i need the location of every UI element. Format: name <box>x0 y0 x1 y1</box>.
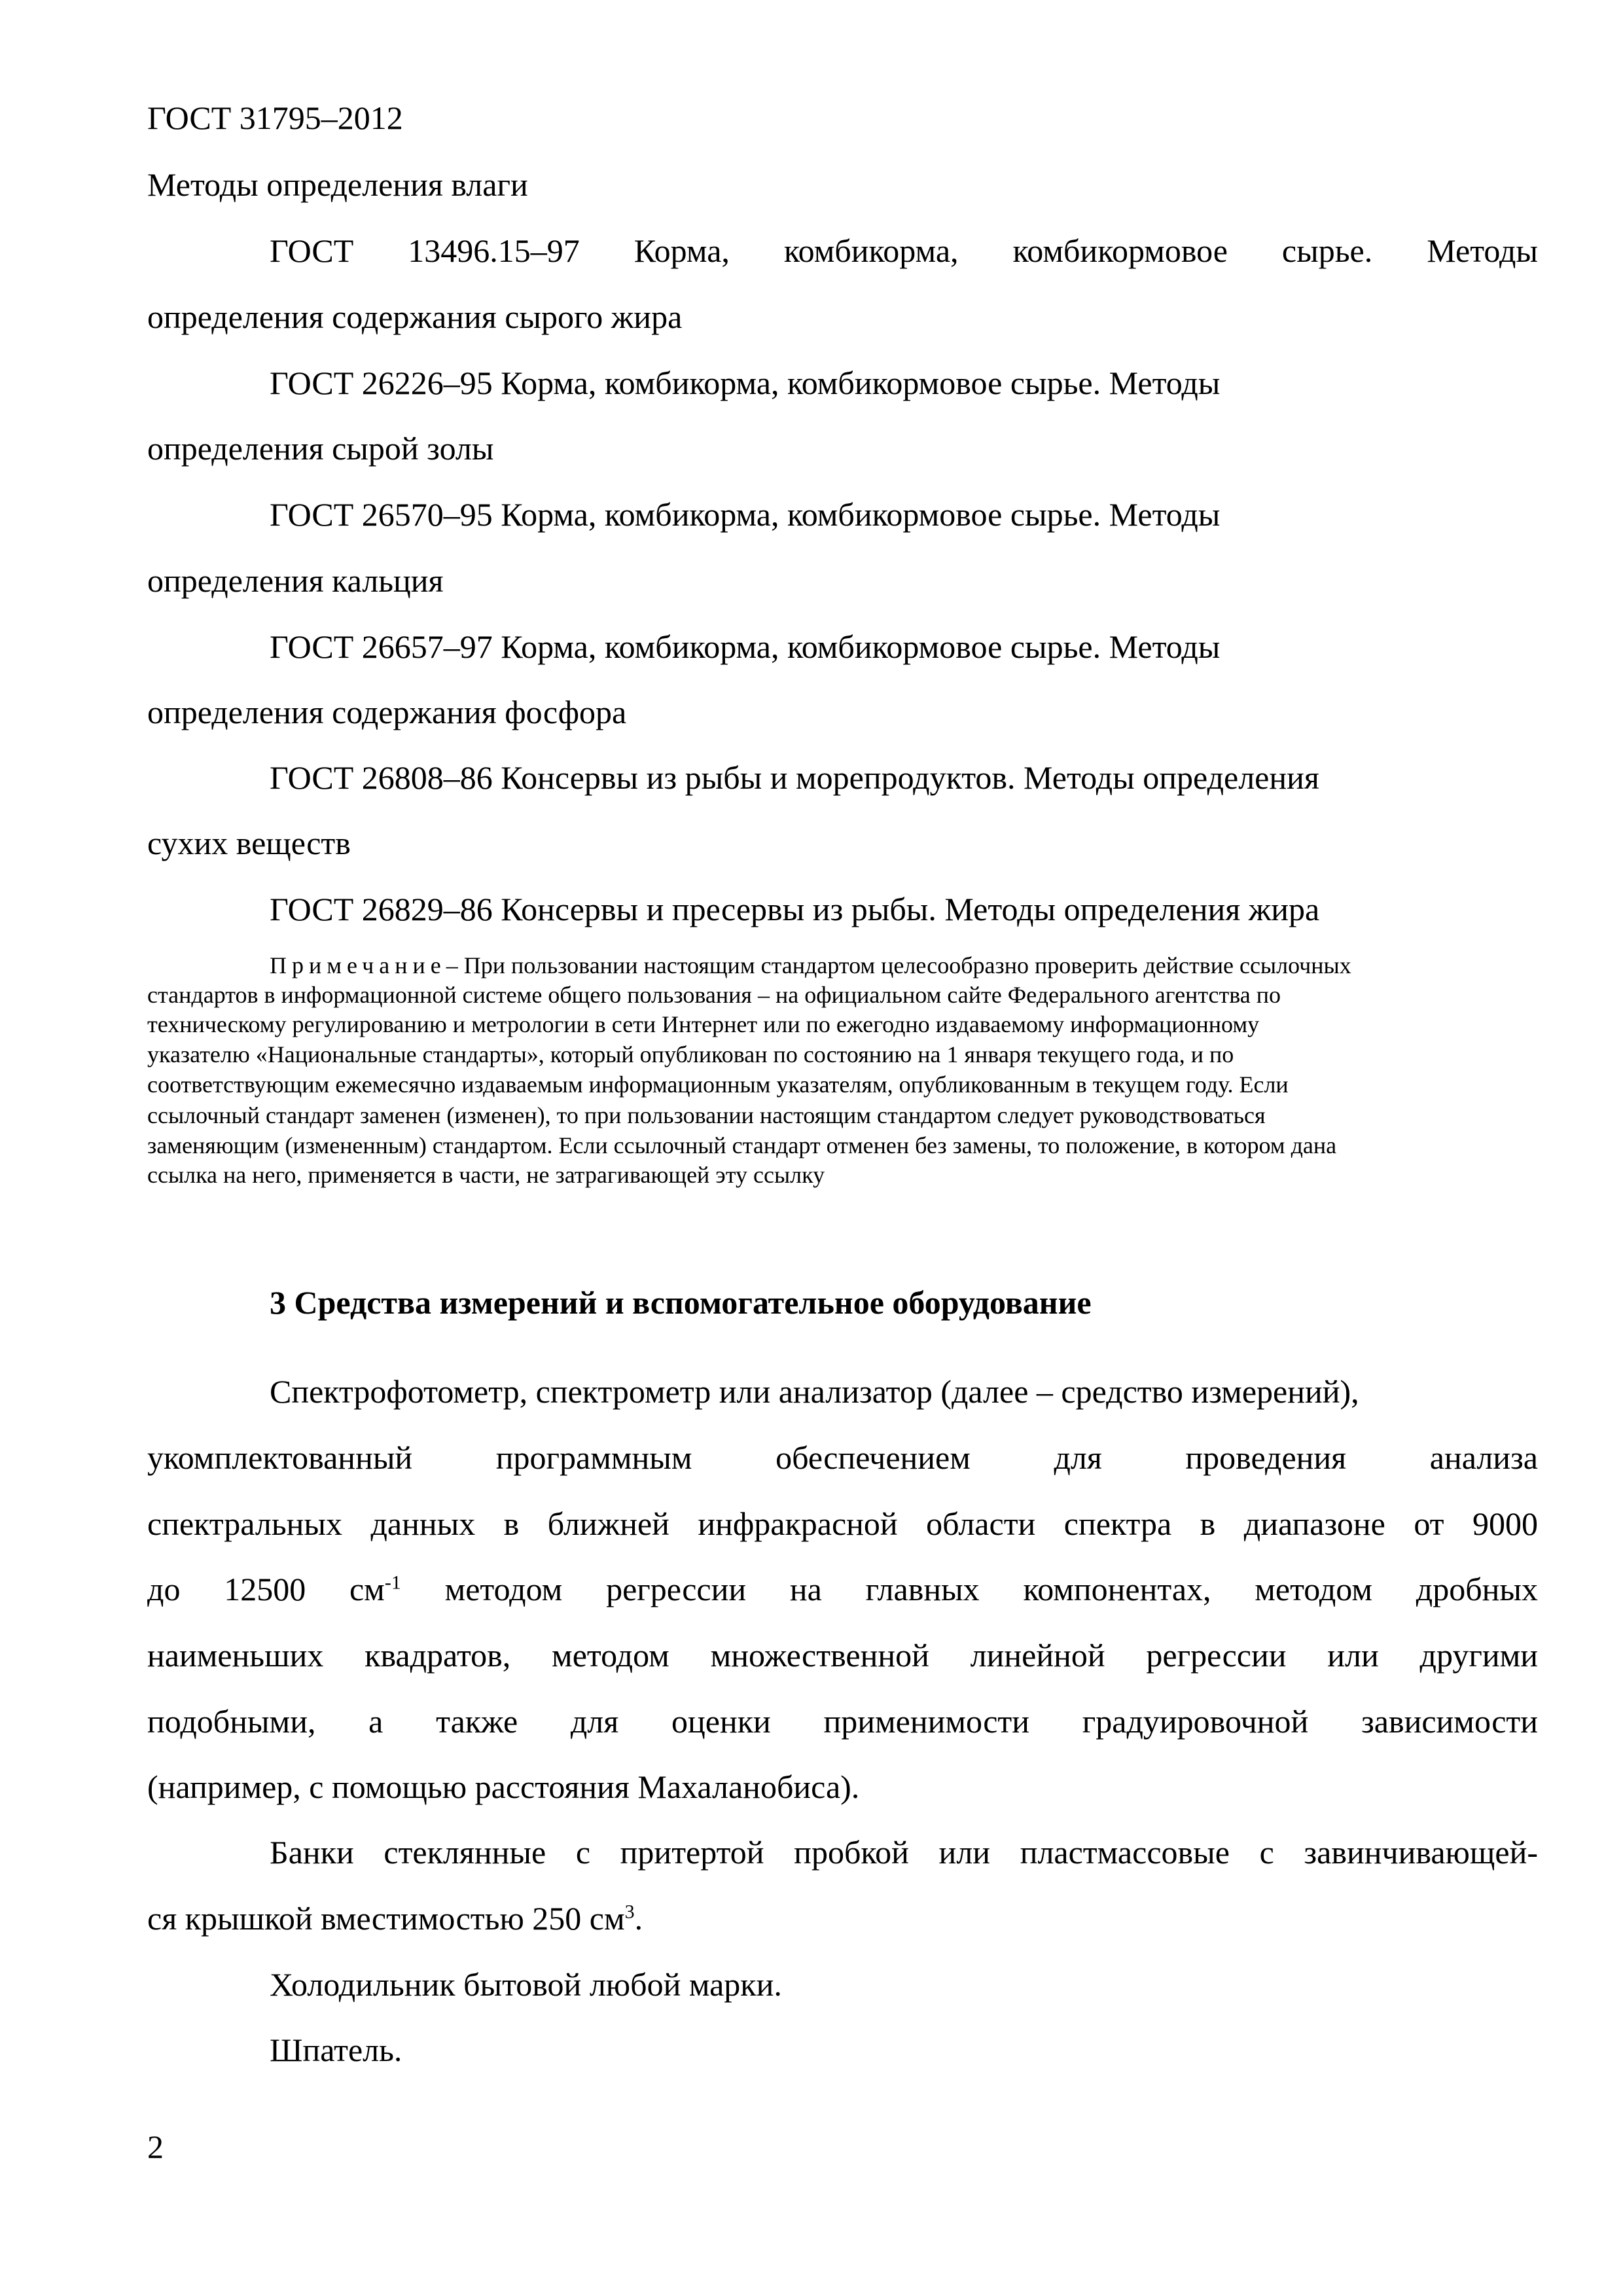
note-text-line: заменяющим (измененным) стандартом. Если ссылочный стандарт отменен без замены, то положение, в котором дана <box>147 1132 1337 1158</box>
reference-gost-26808: ГОСТ 26808–86 Консервы из рыбы и морепродуктов. Методы определения <box>270 759 1319 796</box>
equipment-paragraph-line: подобными, а также для оценки применимости градуировочной зависимости <box>147 1703 1538 1740</box>
note-first-line <box>270 952 1351 978</box>
note-text-line: ссылочный стандарт заменен (изменен), то при пользовании настоящим стандартом следует руководствоваться <box>147 1102 1266 1128</box>
section-heading: 3 Средства измерений и вспомогательное оборудование <box>270 1284 1092 1321</box>
jars-paragraph-line <box>147 1899 643 1938</box>
note-text-line: ссылка на него, применяется в части, не затрагивающей эту ссылку <box>147 1162 825 1188</box>
note-label: Примечание <box>270 952 446 978</box>
page-number: 2 <box>147 2128 164 2165</box>
equipment-paragraph-line: укомплектованный программным обеспечением для проведения анализа <box>147 1439 1538 1476</box>
fridge-paragraph: Холодильник бытовой любой марки. <box>270 1966 782 2003</box>
unit-exponent: -1 <box>384 1571 401 1594</box>
reference-gost-26226: ГОСТ 26226–95 Корма, комбикорма, комбикормовое сырье. Методы <box>270 365 1221 401</box>
jars-period: . <box>634 1900 643 1937</box>
reference-gost-26657-cont: определения содержания фосфора <box>147 694 627 730</box>
reference-gost-26808-cont: сухих веществ <box>147 825 351 861</box>
unit-exponent: 3 <box>624 1901 635 1923</box>
jars-capacity-text: ся крышкой вместимостью 250 см <box>147 1900 625 1937</box>
reference-gost-13496: ГОСТ 13496.15–97 Корма, комбикорма, комбикормовое сырье. Методы <box>270 232 1538 269</box>
reference-gost-26570: ГОСТ 26570–95 Корма, комбикорма, комбикормовое сырье. Методы <box>270 496 1221 533</box>
note-text-line: стандартов в информационной системе общего пользования – на официальном сайте Федерального агентства по <box>147 982 1281 1008</box>
equipment-paragraph-line: наименьших квадратов, методом множественной линейной регрессии или другими <box>147 1637 1538 1674</box>
note-text-line: техническому регулированию и метрологии в сети Интернет или по ежегодно издаваемому информационному <box>147 1011 1260 1037</box>
equipment-paragraph-line: (например, с помощью расстояния Махаланобиса). <box>147 1768 860 1805</box>
equipment-paragraph-line: Спектрофотометр, спектрометр или анализатор (далее – средство измерений), <box>270 1373 1359 1410</box>
equipment-paragraph-line <box>147 1570 1538 1609</box>
reference-continuation: Методы определения влаги <box>147 166 528 203</box>
note-text-line: – При пользовании настоящим стандартом целесообразно проверить действие ссылочных <box>446 952 1351 978</box>
reference-gost-26570-cont: определения кальция <box>147 562 444 599</box>
reference-gost-26226-cont: определения сырой золы <box>147 430 494 467</box>
note-text-line: указателю «Национальные стандарты», который опубликован по состоянию на 1 января текущего года, и по <box>147 1041 1234 1067</box>
jars-paragraph-line: Банки стеклянные с притертой пробкой или пластмассовые с завинчивающей- <box>270 1834 1538 1871</box>
spatula-paragraph: Шпатель. <box>270 2032 402 2068</box>
reference-gost-26657: ГОСТ 26657–97 Корма, комбикорма, комбикормовое сырье. Методы <box>270 628 1221 665</box>
standard-code-header: ГОСТ 31795–2012 <box>147 99 403 136</box>
note-text-line: соответствующим ежемесячно издаваемым информационным указателям, опубликованным в текущем году. Если <box>147 1071 1289 1098</box>
spectral-range-text: до 12500 см <box>147 1571 385 1607</box>
method-text: методом регрессии на главных компонентах, методом дробных <box>401 1571 1538 1607</box>
reference-gost-13496-cont: определения содержания сырого жира <box>147 298 683 335</box>
reference-gost-26829: ГОСТ 26829–86 Консервы и пресервы из рыбы. Методы определения жира <box>270 891 1320 927</box>
equipment-paragraph-line: спектральных данных в ближней инфракрасной области спектра в диапазоне от 9000 <box>147 1505 1538 1542</box>
